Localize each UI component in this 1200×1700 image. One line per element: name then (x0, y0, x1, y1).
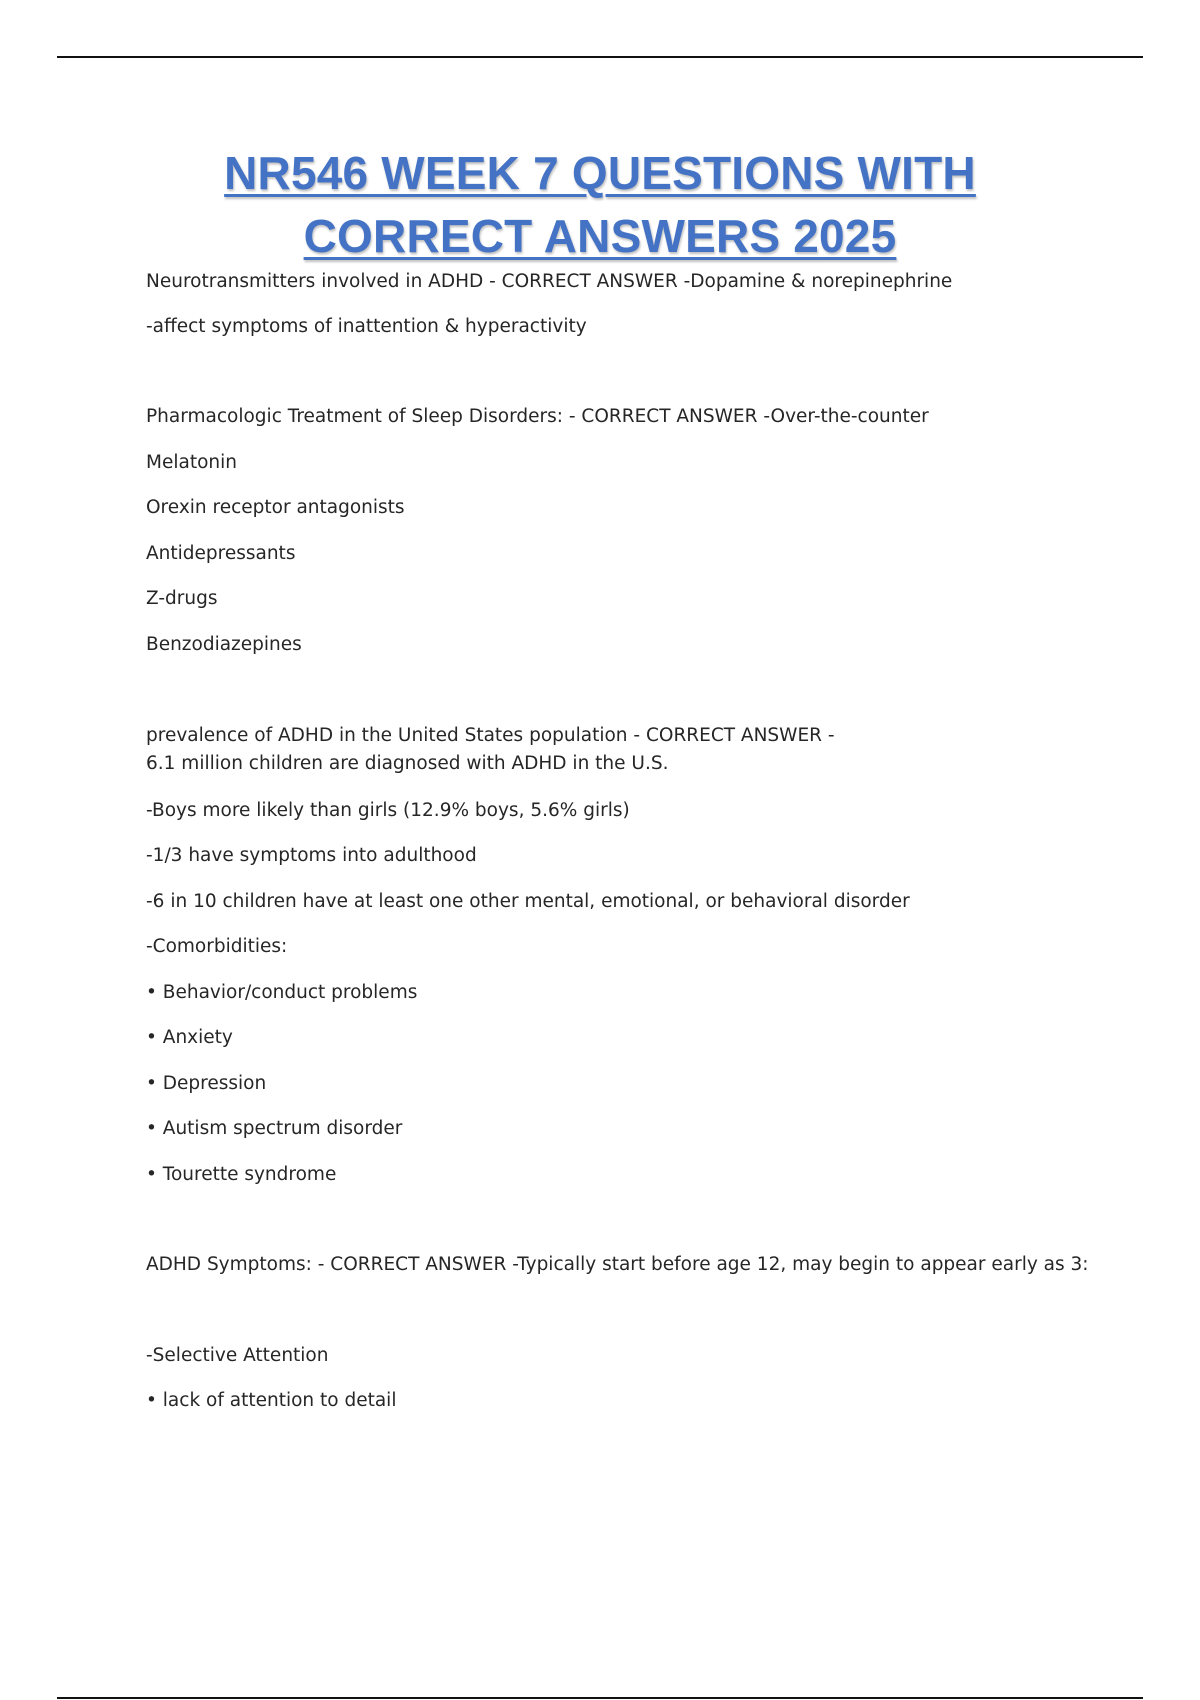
list-item: Orexin receptor antagonists (146, 497, 405, 518)
answer-line: -affect symptoms of inattention & hyperactivity (146, 316, 587, 337)
title-line-1: NR546 WEEK 7 QUESTIONS WITH (224, 147, 976, 199)
question-sleep-disorders-treatment: Pharmacologic Treatment of Sleep Disorders: - CORRECT ANSWER -Over-the-counter (146, 406, 929, 427)
list-item: • Autism spectrum disorder (146, 1118, 403, 1139)
answer-line: -1/3 have symptoms into adulthood (146, 845, 477, 866)
list-item: • Depression (146, 1073, 267, 1094)
list-item: • Anxiety (146, 1027, 233, 1048)
list-item: Antidepressants (146, 543, 296, 564)
list-item: • lack of attention to detail (146, 1390, 397, 1411)
answer-line: -6 in 10 children have at least one other mental, emotional, or behavioral disorder (146, 891, 910, 912)
answer-line: -Selective Attention (146, 1345, 329, 1366)
list-item: • Behavior/conduct problems (146, 982, 418, 1003)
list-item: Melatonin (146, 452, 237, 473)
title-line-2: CORRECT ANSWERS 2025 (303, 210, 897, 262)
list-item: • Tourette syndrome (146, 1164, 337, 1185)
document-title (60, 142, 1140, 268)
answer-line: 6.1 million children are diagnosed with ADHD in the U.S. (146, 753, 669, 774)
list-item: Z-drugs (146, 588, 218, 609)
header-rule (57, 56, 1143, 58)
question-adhd-prevalence: prevalence of ADHD in the United States population - CORRECT ANSWER - (146, 725, 835, 746)
footer-rule (57, 1697, 1143, 1699)
list-item: Benzodiazepines (146, 634, 302, 655)
answer-line: -Boys more likely than girls (12.9% boys, 5.6% girls) (146, 800, 630, 821)
question-adhd-neurotransmitters: Neurotransmitters involved in ADHD - CORRECT ANSWER -Dopamine & norepinephrine (146, 271, 953, 292)
question-adhd-symptoms: ADHD Symptoms: - CORRECT ANSWER -Typically start before age 12, may begin to appear early as 3: (146, 1254, 1089, 1275)
answer-line: -Comorbidities: (146, 936, 288, 957)
